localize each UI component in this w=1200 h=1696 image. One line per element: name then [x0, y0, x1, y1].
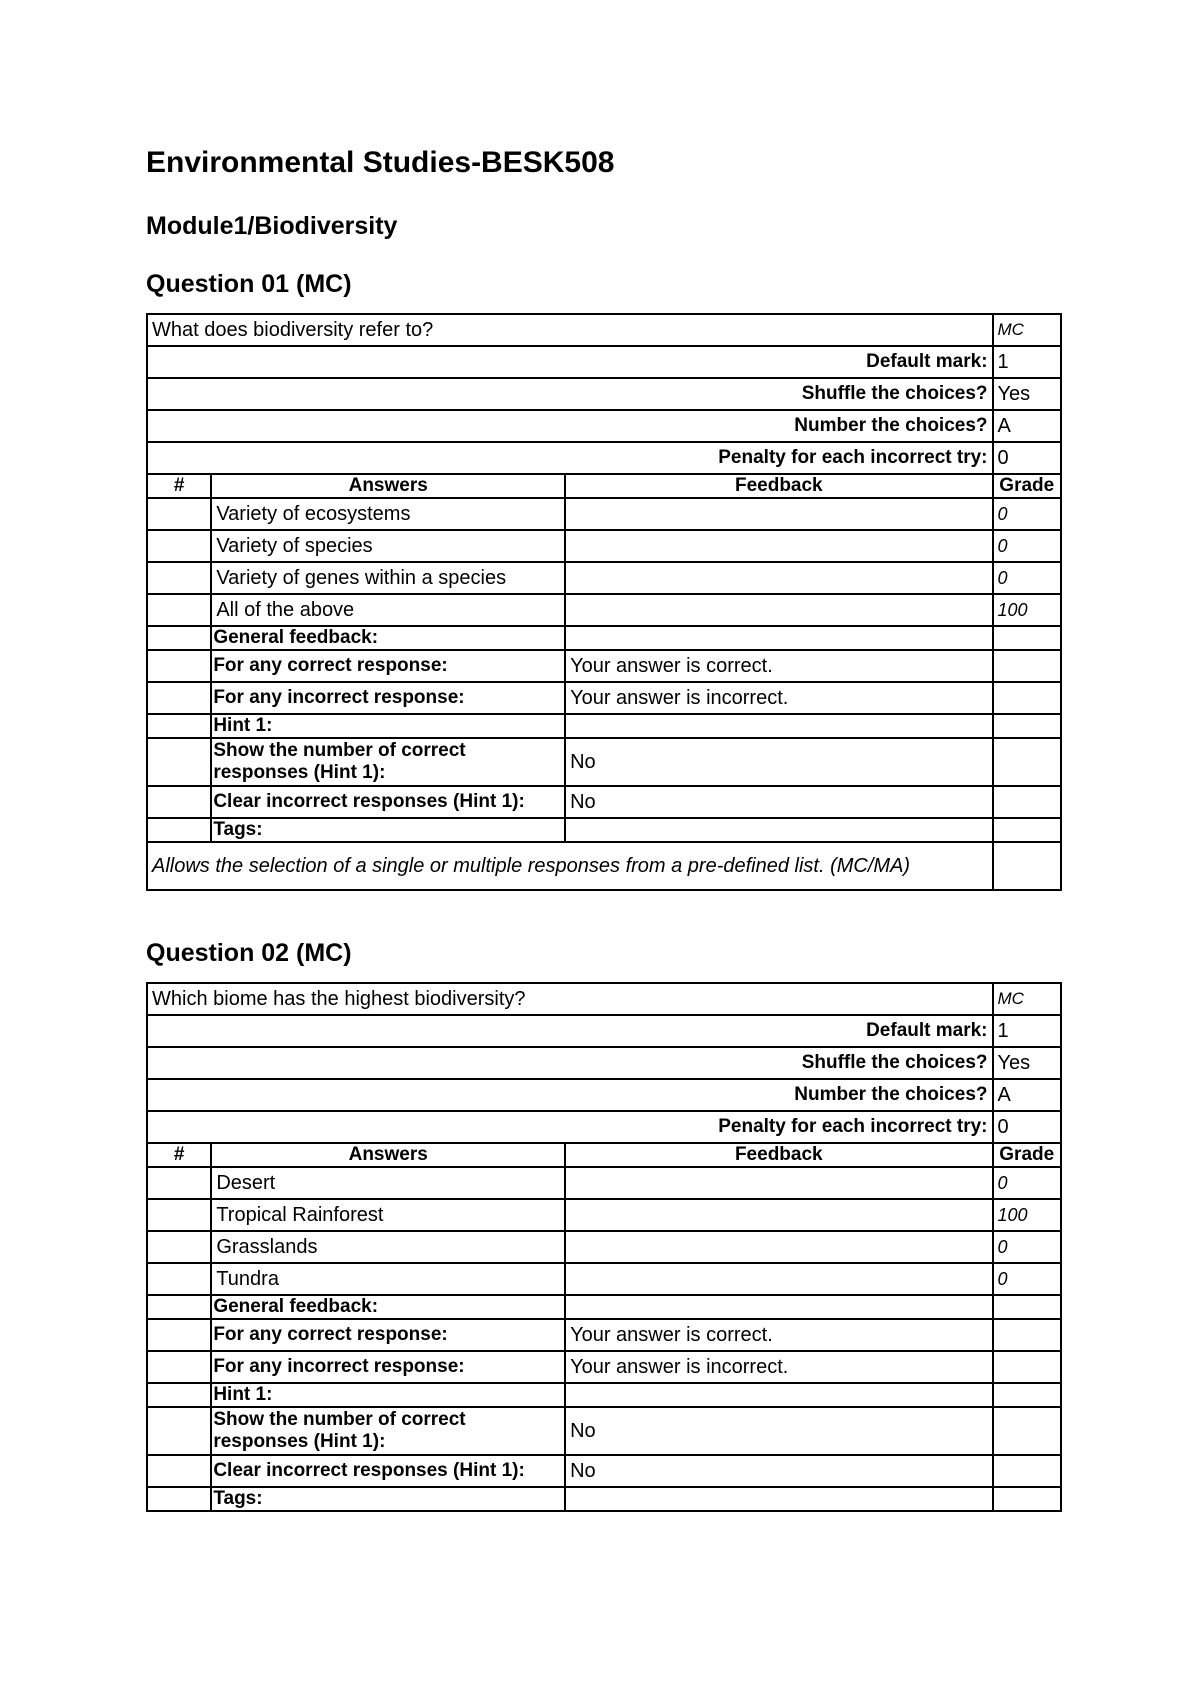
question-table — [146, 313, 1062, 891]
penalty-label: Penalty for each incorrect try: — [147, 1111, 993, 1143]
clear-incorrect-value: No — [565, 786, 992, 818]
show-number-value: No — [565, 1407, 992, 1455]
column-header-grade: Grade — [993, 474, 1061, 498]
answer-grade: 100 — [993, 594, 1061, 626]
clear-incorrect-label: Clear incorrect responses (Hint 1): — [211, 786, 565, 818]
show-number-label: Show the number of correct responses (Hint 1): — [211, 1407, 565, 1455]
general-feedback-label: General feedback: — [211, 1295, 565, 1319]
question-text: What does biodiversity refer to? — [147, 314, 993, 346]
incorrect-response-label: For any incorrect response: — [211, 682, 565, 714]
question-heading: Question 02 (MC) — [146, 939, 352, 967]
default-mark-value: 1 — [993, 1015, 1062, 1047]
incorrect-response-label: For any incorrect response: — [211, 1351, 565, 1383]
answer-row — [147, 1199, 1061, 1231]
correct-response-feedback: Your answer is correct. — [565, 1319, 992, 1351]
hint1-label: Hint 1: — [211, 1383, 565, 1407]
clear-incorrect-label: Clear incorrect responses (Hint 1): — [211, 1455, 565, 1487]
penalty-value: 0 — [993, 1111, 1062, 1143]
answer-grade: 0 — [993, 1263, 1062, 1295]
tags-label: Tags: — [211, 818, 565, 842]
hint1-label: Hint 1: — [211, 714, 565, 738]
correct-response-label: For any correct response: — [211, 1319, 565, 1351]
answer-grade: 0 — [993, 1231, 1062, 1263]
column-header-number: # — [147, 474, 211, 498]
answer-grade: 0 — [993, 530, 1061, 562]
default-mark-value: 1 — [993, 346, 1061, 378]
column-header-feedback: Feedback — [565, 1143, 992, 1167]
answer-text: Variety of genes within a species — [211, 562, 565, 594]
answer-row — [147, 1231, 1061, 1263]
column-header-answers: Answers — [211, 474, 565, 498]
penalty-value: 0 — [993, 442, 1061, 474]
answer-row — [147, 1263, 1061, 1295]
correct-response-feedback: Your answer is correct. — [565, 650, 992, 682]
incorrect-response-feedback: Your answer is incorrect. — [565, 682, 992, 714]
number-choices-label: Number the choices? — [147, 410, 993, 442]
question-text: Which biome has the highest biodiversity? — [147, 983, 993, 1015]
shuffle-value: Yes — [993, 378, 1061, 410]
column-header-answers: Answers — [211, 1143, 565, 1167]
answer-row — [147, 594, 1061, 626]
document-title: Environmental Studies-BESK508 — [146, 146, 615, 179]
answer-text: Desert — [211, 1167, 565, 1199]
answer-row — [147, 562, 1061, 594]
shuffle-label: Shuffle the choices? — [147, 378, 993, 410]
show-number-value: No — [565, 738, 992, 786]
incorrect-response-feedback: Your answer is incorrect. — [565, 1351, 992, 1383]
column-header-feedback: Feedback — [565, 474, 992, 498]
penalty-label: Penalty for each incorrect try: — [147, 442, 993, 474]
answer-grade: 0 — [993, 562, 1061, 594]
answer-text: Grasslands — [211, 1231, 565, 1263]
number-choices-value: A — [993, 410, 1061, 442]
question-type-note: Allows the selection of a single or multiple responses from a pre-defined list. (MC/MA) — [147, 842, 993, 890]
shuffle-value: Yes — [993, 1047, 1062, 1079]
answer-text: Variety of species — [211, 530, 565, 562]
answer-text: Tundra — [211, 1263, 565, 1295]
answer-row — [147, 498, 1061, 530]
answer-text: Variety of ecosystems — [211, 498, 565, 530]
question-type: MC — [993, 983, 1062, 1015]
column-header-number: # — [147, 1143, 211, 1167]
answer-grade: 100 — [993, 1199, 1062, 1231]
answer-text: All of the above — [211, 594, 565, 626]
default-mark-label: Default mark: — [147, 346, 993, 378]
column-header-grade: Grade — [993, 1143, 1062, 1167]
answer-text: Tropical Rainforest — [211, 1199, 565, 1231]
shuffle-label: Shuffle the choices? — [147, 1047, 993, 1079]
module-title: Module1/Biodiversity — [146, 212, 398, 240]
show-number-label: Show the number of correct responses (Hint 1): — [211, 738, 565, 786]
question-type: MC — [993, 314, 1061, 346]
correct-response-label: For any correct response: — [211, 650, 565, 682]
question-heading: Question 01 (MC) — [146, 270, 352, 298]
number-choices-value: A — [993, 1079, 1062, 1111]
answer-grade: 0 — [993, 1167, 1062, 1199]
answer-row — [147, 530, 1061, 562]
tags-label: Tags: — [211, 1487, 565, 1511]
clear-incorrect-value: No — [565, 1455, 992, 1487]
answer-row — [147, 1167, 1061, 1199]
question-table — [146, 982, 1062, 1512]
general-feedback-label: General feedback: — [211, 626, 565, 650]
answer-grade: 0 — [993, 498, 1061, 530]
number-choices-label: Number the choices? — [147, 1079, 993, 1111]
default-mark-label: Default mark: — [147, 1015, 993, 1047]
